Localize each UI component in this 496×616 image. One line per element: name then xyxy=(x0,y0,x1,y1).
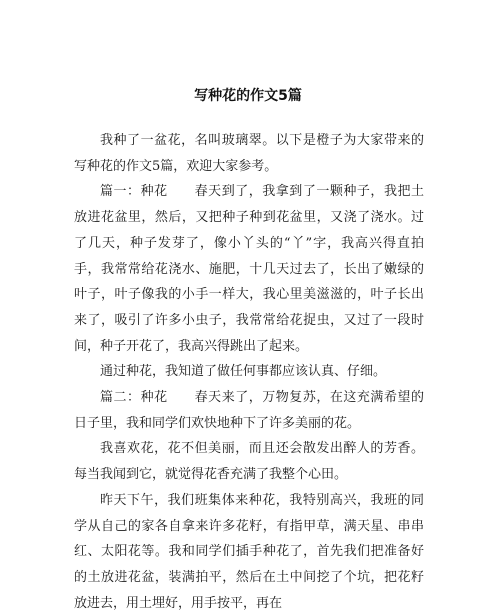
paragraph-essay-2-flowers: 我喜欢花，花不但美丽，而且还会散发出醉人的芳香。每当我闻到它，就觉得花香充满了我整个心田。 xyxy=(74,441,424,483)
paragraph-essay-2-planting: 昨天下午，我们班集体来种花，我特别高兴，我班的同学从自己的家各自拿来许多花籽，有指甲草，满天星、串串红、太阳花等。我和同学们插手种花了，首先我们把准备好的土放进花盆，装满拍平，然后在土中间挖了个坑，把花籽放进去，用土埋好，用手按平，再在 xyxy=(74,492,424,611)
document-title: 写种花的作文5篇 xyxy=(194,88,302,104)
document-body xyxy=(74,128,424,616)
paragraph-essay-2: 篇二：种花 春天来了，万物复苏，在这充满希望的日子里，我和同学们欢快地种下了许多美丽的花。 xyxy=(74,390,424,431)
paragraph-essay-1-conclusion: 通过种花，我知道了做任何事都应该认真、仔细。 xyxy=(100,364,387,380)
paragraph-intro: 我种了一盆花，名叫玻璃翠。以下是橙子为大家带来的写种花的作文5篇，欢迎大家参考。 xyxy=(74,133,424,174)
paragraph-essay-1: 篇一：种花 春天到了，我拿到了一颗种子，我把土放进花盆里，然后，又把种子种到花盆里，又浇了浇水。过了几天，种子发芽了，像小丫头的“丫”字，我高兴得直拍手，我常常给花浇水、施肥，十几天过去了，长出了嫩绿的叶子，叶子像我的小手一样大，我心里美滋滋的，叶子长出来了，吸引了许多小虫子，我常常给花捉虫，又过了一段时间，种子开花了，我高兴得跳出了起来。 xyxy=(74,184,424,354)
